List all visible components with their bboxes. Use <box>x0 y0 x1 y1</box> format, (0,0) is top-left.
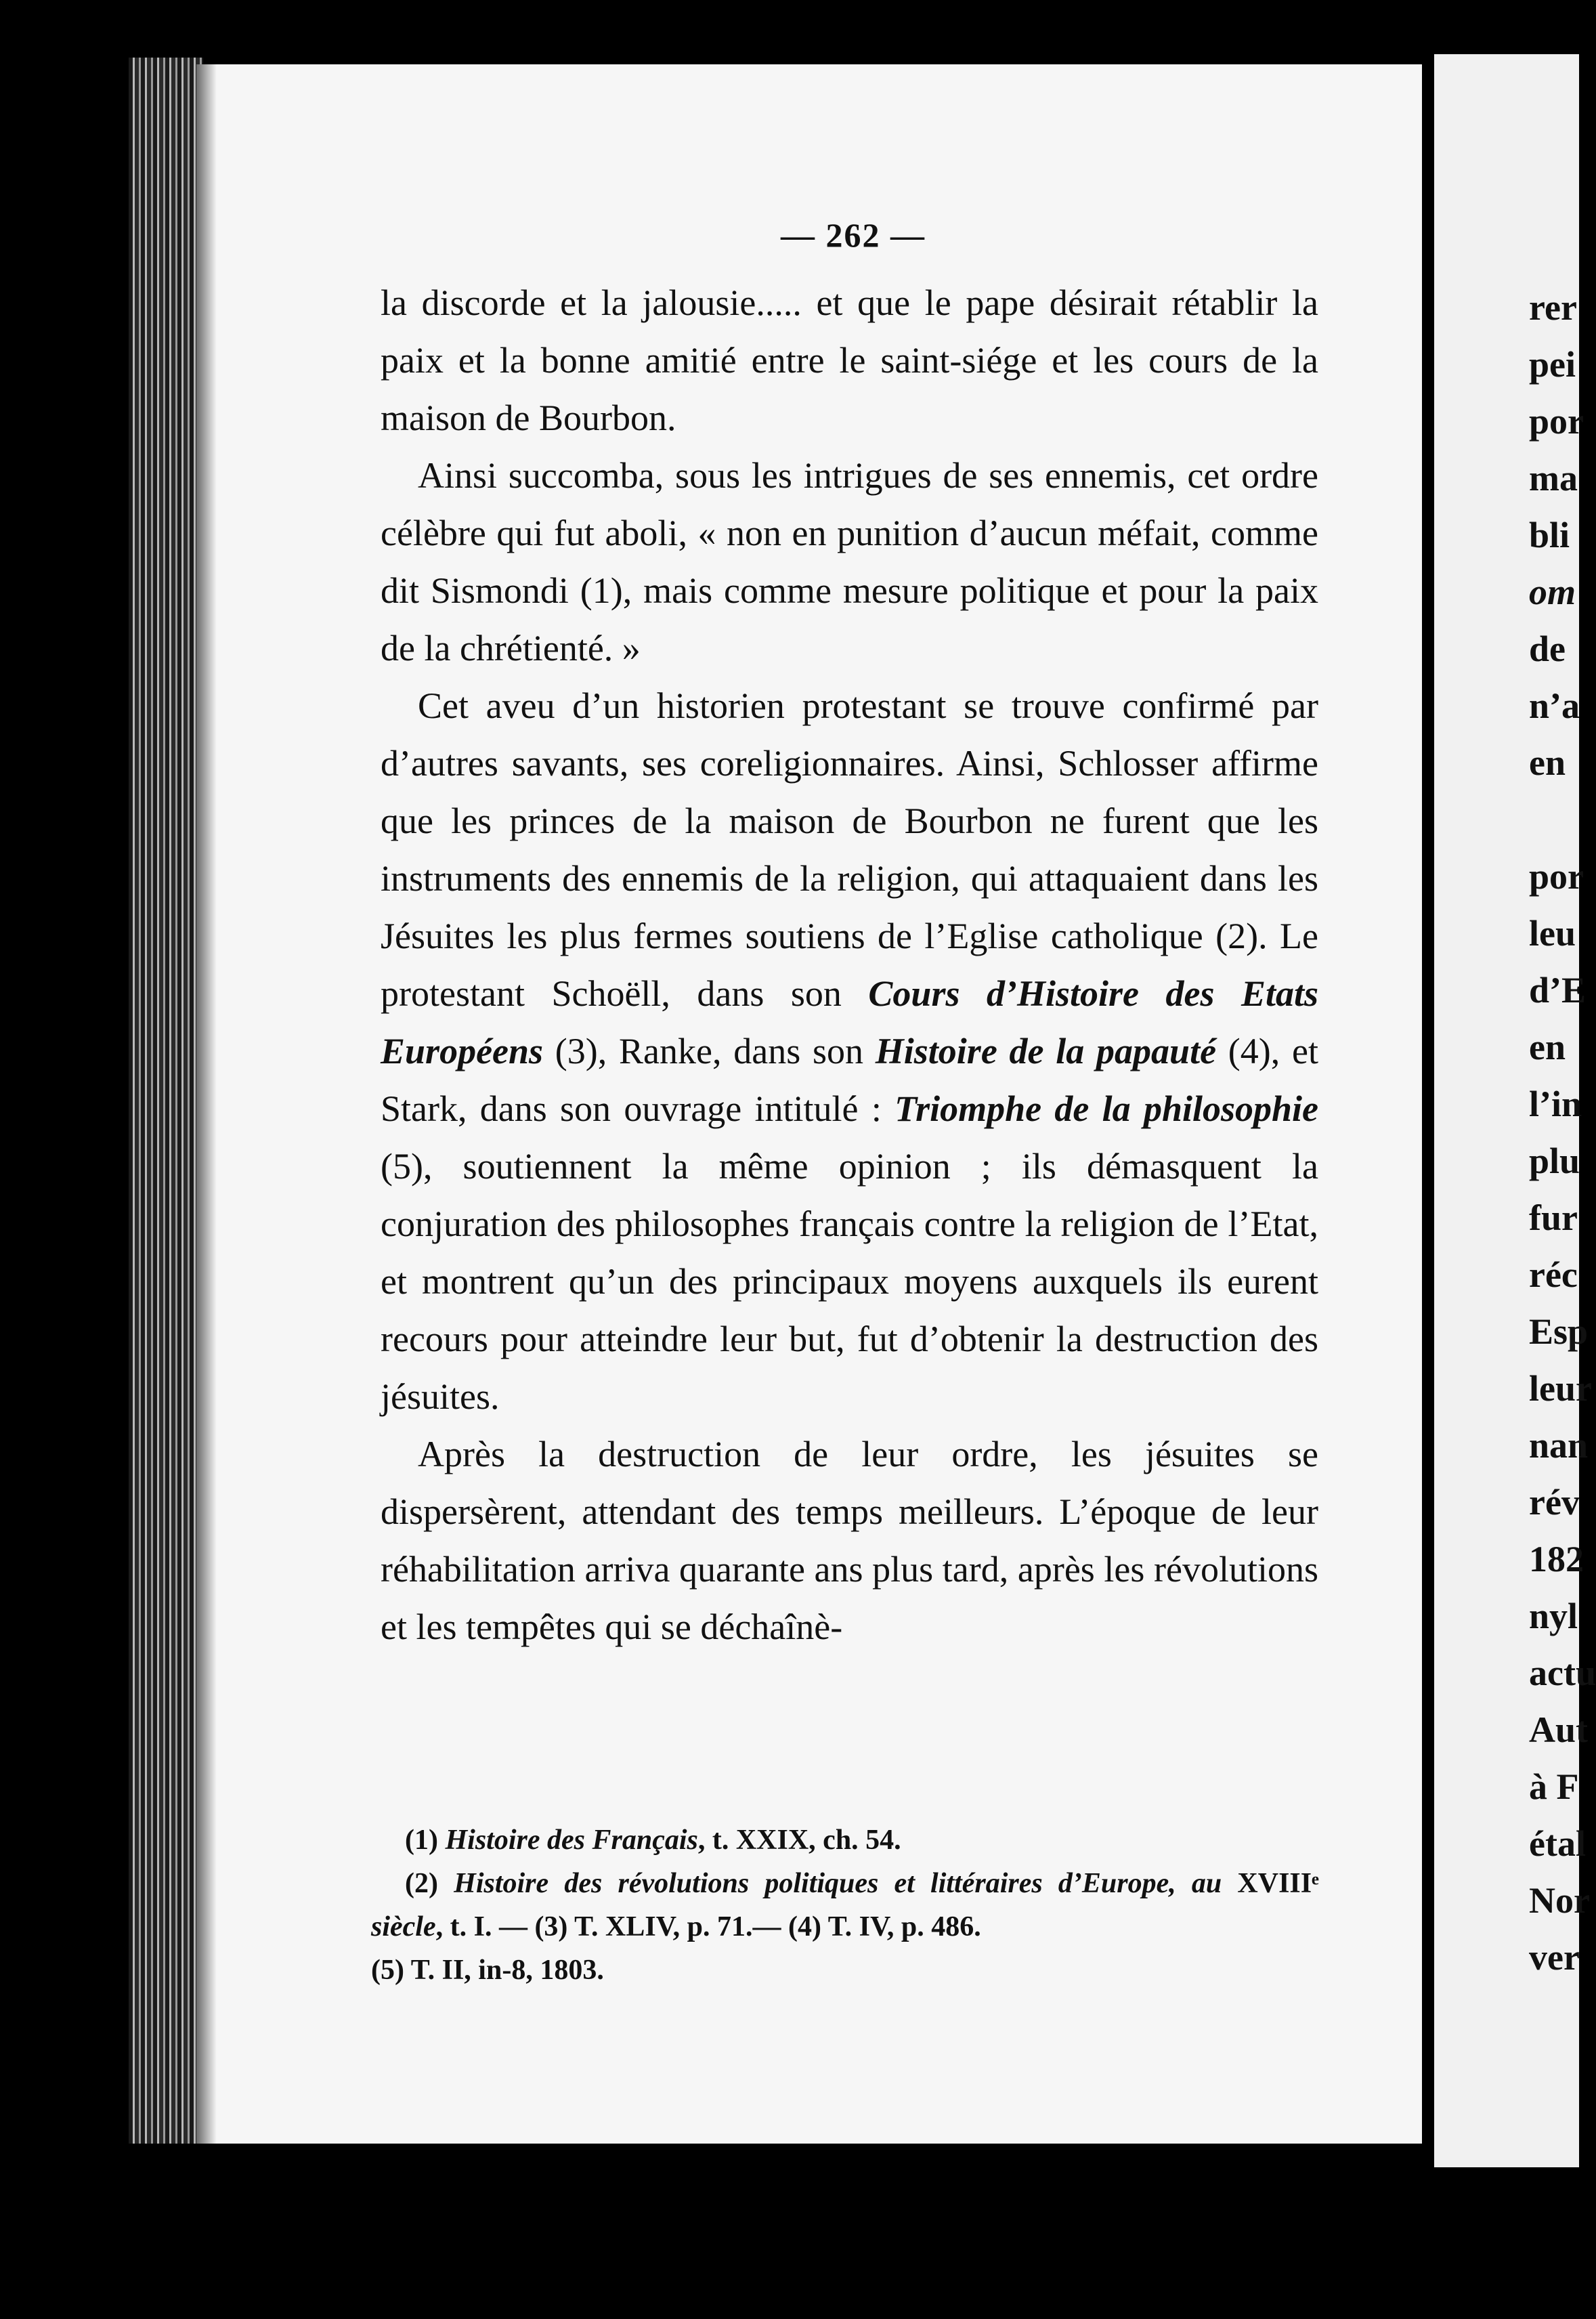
facing-line: en <box>1529 742 1566 783</box>
paragraph-4: Après la destruction de leur ordre, les jésuites se dispersèrent, attendant des temps meilleurs. L’époque de leur réhabilitation arriva quarante ans plus tard, après les révolutions et les tempêtes qui se déchaînè- <box>381 1434 1318 1647</box>
facing-line: n’a <box>1529 685 1580 726</box>
facing-line: étal <box>1529 1823 1586 1864</box>
footnotes <box>371 1818 1319 1992</box>
facing-line: Aut <box>1529 1709 1589 1750</box>
facing-line: d’E <box>1529 970 1587 1010</box>
facing-line: Esp <box>1529 1311 1589 1352</box>
paragraph-3-text-b: (3), Ranke, dans son <box>543 1031 876 1071</box>
footnote-2-century: XVIIIᵉ <box>1222 1868 1319 1899</box>
page-fold-shadow <box>196 64 217 2144</box>
footnote-2-title: Histoire des révolutions politiques et littéraires d’Europe, au <box>454 1868 1222 1899</box>
facing-line: réc <box>1529 1254 1578 1295</box>
footnote-1-number: (1) <box>405 1825 438 1856</box>
facing-line: Nor <box>1529 1880 1590 1921</box>
facing-page-text <box>1529 279 1596 1986</box>
paragraph-3 <box>381 677 1318 1426</box>
facing-line: pei <box>1529 344 1576 385</box>
title-histoire-papaute: Histoire de la papauté <box>875 1031 1217 1071</box>
page-number: — 262 — <box>781 216 926 254</box>
footnote-1-ref: , t. XXIX, ch. 54. <box>697 1825 901 1856</box>
footnote-5: (5) T. II, in-8, 1803. <box>371 1955 604 1986</box>
facing-line: plu <box>1529 1141 1580 1181</box>
facing-line: rer <box>1529 287 1577 328</box>
facing-line: en <box>1529 1027 1566 1067</box>
footnote-2 <box>371 1862 1319 1949</box>
paragraph-2: Ainsi succomba, sous les intrigues de ses ennemis, cet ordre célèbre qui fut aboli, « non en punition d’aucun méfait, comme dit Sismondi (1), mais comme mesure politique et pour la paix de la chrétienté. » <box>381 455 1318 668</box>
facing-line: por <box>1529 856 1584 897</box>
footnote-1-title: Histoire des Français <box>445 1825 698 1856</box>
facing-line: nan <box>1529 1425 1589 1466</box>
facing-line: actu <box>1529 1653 1596 1693</box>
facing-line: leur <box>1529 1368 1592 1409</box>
facing-line: leu <box>1529 913 1576 954</box>
facing-line: bli <box>1529 515 1570 555</box>
facing-line: om <box>1529 572 1576 612</box>
body-text <box>381 274 1318 1656</box>
facing-line: 182 <box>1529 1539 1584 1579</box>
paragraph-3-text-a: Cet aveu d’un historien protestant se trouve confirmé par d’autres savants, ses coreligionnaires. Ainsi, Schlosser affirme que les princes de la maison de Bourbon ne furent que les instruments des ennemis de la religion, qui attaquaient dans les Jésuites les plus fermes soutiens de l’Eglise catholique (2). Le protestant Schoëll, dans son <box>381 685 1318 1014</box>
facing-line: l’in <box>1529 1084 1582 1124</box>
facing-line <box>1529 791 1596 848</box>
footnote-1 <box>371 1818 1319 1862</box>
facing-line: rév <box>1529 1482 1580 1523</box>
book-binding-gutter <box>129 58 203 2144</box>
title-triomphe-philosophie: Triomphe de la philosophie <box>894 1088 1318 1129</box>
facing-line: fur <box>1529 1197 1578 1238</box>
facing-line: por <box>1529 401 1584 442</box>
facing-line: nyl <box>1529 1596 1578 1636</box>
paragraph-3-text-c: (4), et Stark, dans son ouvrage intitulé : <box>381 1031 1319 1129</box>
footnote-2-number: (2) <box>405 1868 438 1899</box>
facing-line: ma <box>1529 458 1578 498</box>
facing-line: de <box>1529 629 1566 669</box>
footnote-2-ref: , t. I. — (3) T. XLIV, p. 71.— (4) T. IV, p. 486. <box>435 1911 981 1942</box>
paragraph-1: la discorde et la jalousie..... et que le pape désirait rétablir la paix et la bonne amitié entre le saint-siége et les cours de la maison de Bourbon. <box>381 282 1318 438</box>
facing-line: ver <box>1529 1937 1580 1978</box>
facing-line: à F <box>1529 1766 1579 1807</box>
paragraph-3-text-d: (5), soutiennent la même opinion ; ils démasquent la conjuration des philosophes français contre la religion de l’Etat, et montrent qu’un des principaux moyens auxquels ils eurent recours pour atteindre leur but, fut d’obtenir la destruction des jésuites. <box>381 1146 1318 1417</box>
title-cours-histoire: Cours d’Histoire des Etats Européens <box>381 973 1318 1071</box>
footnote-2-siecle: siècle <box>371 1911 436 1942</box>
